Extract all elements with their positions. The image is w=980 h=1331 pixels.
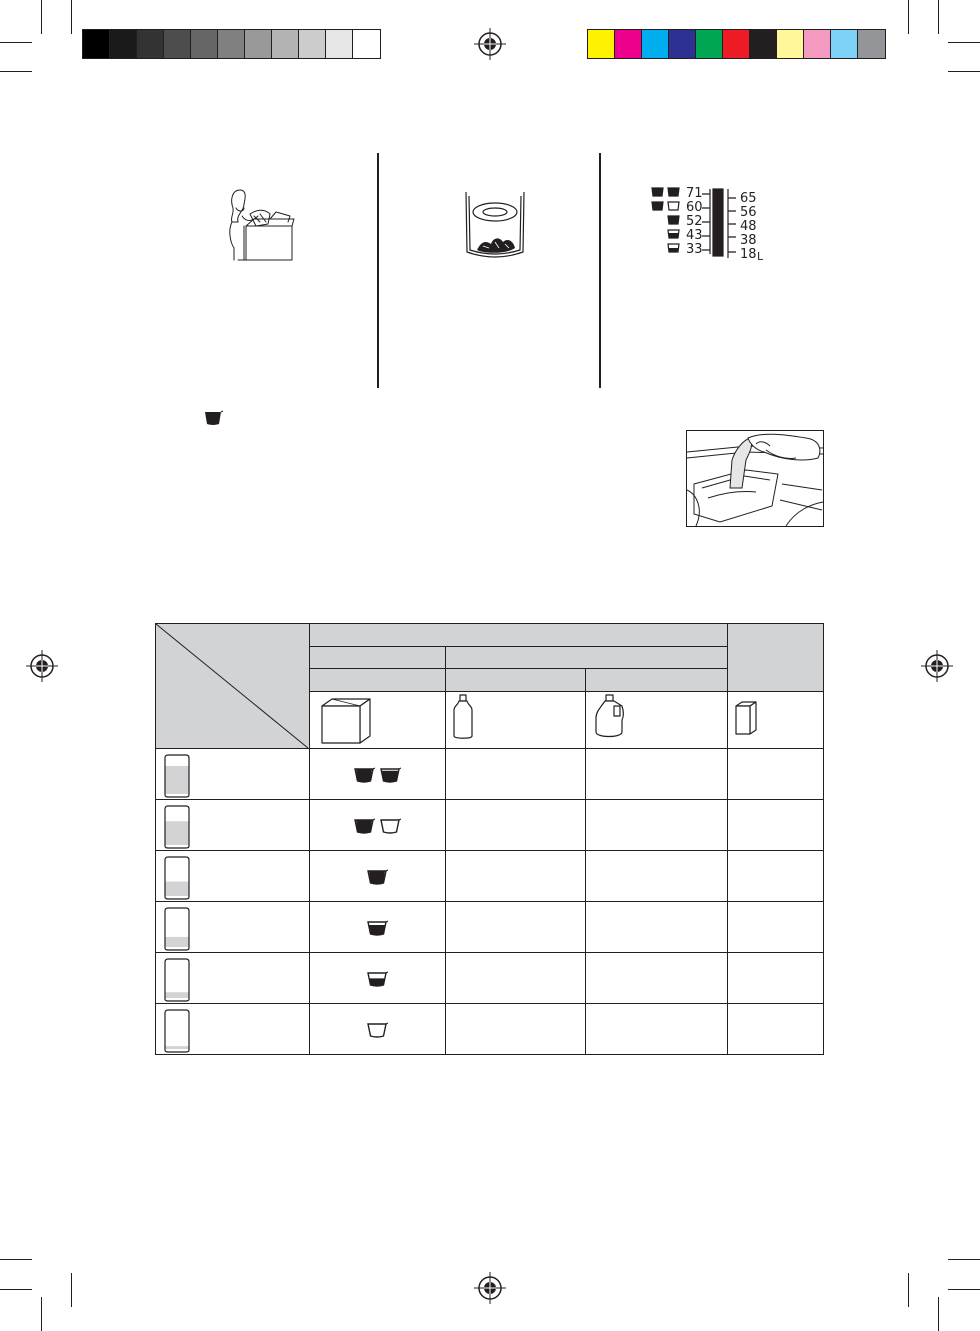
color-swatch: [137, 30, 164, 58]
crop-mark: [938, 1297, 939, 1331]
water-level-cell: [156, 851, 310, 902]
empty-cup-icon: [366, 1022, 388, 1038]
table-row: [156, 953, 824, 1004]
diagonal-divider: [156, 624, 308, 748]
full-cup-icon: [353, 767, 375, 783]
amount-cell: [445, 1004, 586, 1055]
small-bottle-cell: [445, 691, 586, 748]
crop-mark: [0, 1259, 32, 1260]
scale-right-value: 48: [740, 219, 757, 234]
crop-mark: [908, 1273, 909, 1307]
color-swatch: [272, 30, 299, 58]
color-swatch-bar: [587, 29, 886, 59]
color-swatch: [831, 30, 858, 58]
water-scale-gauge: [702, 188, 742, 260]
hand-pouring-detergent-illustration: [686, 430, 824, 527]
powder-amount-cell: [309, 953, 445, 1004]
amount-cell: [728, 800, 824, 851]
full-cup-icon: [379, 767, 401, 783]
crop-mark: [0, 42, 32, 43]
table-row: [156, 902, 824, 953]
table-row: [156, 800, 824, 851]
amount-cell: [586, 851, 728, 902]
color-swatch: [750, 30, 777, 58]
color-swatch: [299, 30, 326, 58]
full-cup-icon: [204, 410, 224, 426]
scale-unit: L: [757, 250, 764, 263]
powder-amount-cell: [309, 749, 445, 800]
color-swatch: [245, 30, 272, 58]
crop-mark: [948, 1259, 980, 1260]
tub-water-level-icon: [162, 1008, 192, 1054]
water-scale-cup-icons: [651, 186, 687, 258]
table-subheader-1: [309, 669, 445, 691]
amount-cell: [445, 851, 586, 902]
full-cup-icon: [366, 869, 388, 885]
tub-water-level-icon: [162, 957, 192, 1003]
table-header-detergent: [309, 624, 727, 647]
scale-right-value: 38: [740, 233, 757, 248]
crop-mark: [948, 42, 980, 43]
registration-target-icon: [474, 1272, 506, 1304]
full-cup-icon: [353, 818, 375, 834]
registration-target-icon: [474, 28, 506, 60]
woman-loading-washer-illustration: [220, 186, 295, 262]
crop-mark: [908, 0, 909, 34]
amount-cell: [445, 800, 586, 851]
scale-left-value: 71: [686, 186, 703, 201]
scale-left-value: 43: [686, 228, 703, 243]
powder-amount-cell: [309, 1004, 445, 1055]
water-level-cell: [156, 1004, 310, 1055]
scale-right-value: 56: [740, 205, 757, 220]
liquid-detergent-jug-icon: [586, 692, 726, 747]
color-swatch: [804, 30, 831, 58]
detergent-amount-table: [155, 623, 824, 1055]
amount-cell: [586, 953, 728, 1004]
grayscale-swatch-bar: [82, 29, 381, 59]
color-swatch: [218, 30, 245, 58]
table-header-liquid: [445, 647, 728, 669]
water-level-cell: [156, 953, 310, 1004]
color-swatch: [110, 30, 137, 58]
empty-cup-icon: [379, 818, 401, 834]
color-swatch: [164, 30, 191, 58]
registration-target-icon: [921, 650, 953, 682]
amount-cell: [445, 953, 586, 1004]
tub-water-level-icon: [162, 753, 192, 799]
registration-target-icon: [26, 650, 58, 682]
crop-mark: [41, 0, 42, 34]
table-header-other: [728, 624, 824, 692]
color-swatch: [777, 30, 804, 58]
small-box-cell: [728, 691, 824, 748]
table-header-powder: [309, 647, 445, 669]
color-swatch: [669, 30, 696, 58]
amount-cell: [586, 1004, 728, 1055]
water-level-cell: [156, 902, 310, 953]
color-swatch: [83, 30, 110, 58]
water-level-cell: [156, 749, 310, 800]
tub-water-level-icon: [162, 804, 192, 850]
color-swatch: [723, 30, 750, 58]
column-divider: [377, 153, 379, 388]
scale-left-value: 33: [686, 242, 703, 257]
scale-right-value: 18: [740, 247, 757, 262]
color-swatch: [696, 30, 723, 58]
powder-detergent-box-icon: [310, 692, 444, 747]
color-swatch: [326, 30, 353, 58]
full-cup-icon: [366, 920, 388, 936]
color-swatch: [588, 30, 615, 58]
powder-amount-cell: [309, 902, 445, 953]
powder-amount-cell: [309, 800, 445, 851]
table-subheader-2: [445, 669, 586, 691]
table-row: [156, 749, 824, 800]
amount-cell: [728, 953, 824, 1004]
amount-cell: [586, 749, 728, 800]
crop-mark: [948, 1289, 980, 1290]
powder-box-cell: [309, 691, 445, 748]
amount-cell: [445, 902, 586, 953]
crop-mark: [0, 71, 32, 72]
amount-cell: [586, 800, 728, 851]
scale-right-value: 65: [740, 191, 757, 206]
amount-cell: [445, 749, 586, 800]
full-cup-icon: [366, 971, 388, 987]
small-detergent-box-icon: [728, 692, 822, 747]
color-swatch: [615, 30, 642, 58]
crop-mark: [938, 0, 939, 34]
liquid-detergent-bottle-icon: [446, 692, 585, 747]
crop-mark: [0, 1289, 32, 1290]
amount-cell: [728, 1004, 824, 1055]
drum-with-clothes-illustration: [463, 190, 527, 260]
water-level-cell: [156, 800, 310, 851]
column-divider: [599, 153, 601, 388]
amount-cell: [728, 902, 824, 953]
powder-amount-cell: [309, 851, 445, 902]
color-swatch: [642, 30, 669, 58]
amount-cell: [586, 902, 728, 953]
color-swatch: [858, 30, 885, 58]
color-swatch: [353, 30, 380, 58]
table-subheader-3: [586, 669, 728, 691]
amount-cell: [728, 749, 824, 800]
crop-mark: [948, 71, 980, 72]
table-corner-cell: [156, 624, 310, 749]
scale-left-value: 52: [686, 214, 703, 229]
amount-cell: [728, 851, 824, 902]
crop-mark: [41, 1297, 42, 1331]
tub-water-level-icon: [162, 855, 192, 901]
crop-mark: [71, 1273, 72, 1307]
table-row: [156, 851, 824, 902]
tub-water-level-icon: [162, 906, 192, 952]
color-swatch: [191, 30, 218, 58]
scale-left-value: 60: [686, 200, 703, 215]
table-row: [156, 1004, 824, 1055]
crop-mark: [71, 0, 72, 34]
jug-cell: [586, 691, 728, 748]
